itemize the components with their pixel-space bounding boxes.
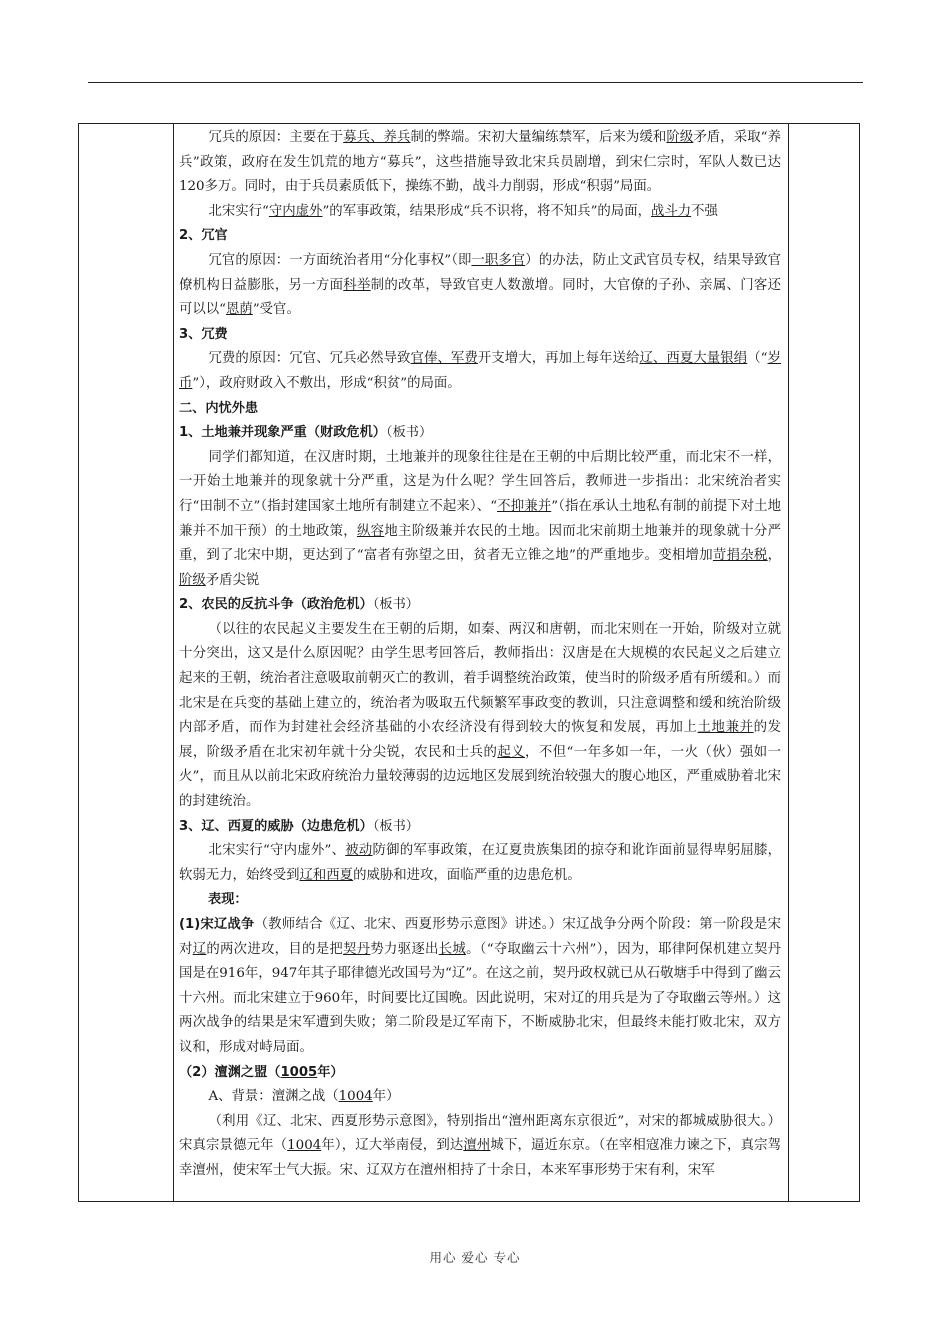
heading-chanyuan-treaty: （2）澶渊之盟（1005年） bbox=[179, 1064, 344, 1080]
paragraph-redundant-officials: 冗官的原因：一方面统治者用“分化事权”（即一职多官）的办法，防止文武官员专权，结果导致官僚机构日益膨胀，另一方面科举制的改革，导致官吏人数激增。同时，大官僚的子孙、亲属、门客还可以以“恩荫”受官。 bbox=[179, 252, 782, 318]
heading-land-annexation: 1、土地兼并现象严重（财政危机）（板书） bbox=[179, 425, 433, 441]
column-divider-left bbox=[173, 124, 174, 1201]
lesson-table bbox=[78, 123, 860, 1202]
paragraph-redundant-expenses: 冗费的原因：冗官、冗兵必然导致官俸、军费开支增大，再加上每年送给辽、西夏大量银绢（“岁币”），政府财政入不敷出，形成“积贫”的局面。 bbox=[179, 351, 782, 391]
paragraph-chanyuan-battle: （利用《辽、北宋、西夏形势示意图》，特别指出“澶州距离东京很近”，对宋的都城威胁很大。）宋真宗景德元年（1004年），辽大举南侵，到达澶州城下，逼近东京。（在宰相寇准力谏之下，真宗驾幸澶州，使宋军士气大振。宋、辽双方在澶州相持了十余日，本来军事形势于宋有利，宋军 bbox=[179, 1113, 782, 1178]
heading-redundant-officials: 2、冗官 bbox=[179, 228, 228, 244]
paragraph-song-liao-war: (1)宋辽战争（教师结合《辽、北宋、西夏形势示意图》讲述。）宋辽战争分两个阶段：第一阶段是宋对辽的两次进攻，目的是把契丹势力驱逐出长城。（“夺取幽云十六州”），因为，耶律阿保机建立契丹国是在916年，947年其子耶律德光改国号为“辽”。在这之前，契丹政权就已从石敬塘手中得到了幽云十六州。而北宋建立于960年，时间要比辽国晚。因此说明，宋对辽的用兵是为了夺取幽云等州。）这两次战争的结果是宋军遭到失败；第二阶段是辽军南下，不断威胁北宋，但最终未能打败北宋，双方议和，形成对峙局面。 bbox=[179, 917, 782, 1055]
header-rule bbox=[88, 82, 863, 83]
page-footer: 用心 爱心 专心 bbox=[429, 1250, 521, 1265]
paragraph-land-annexation: 同学们都知道，在汉唐时期，土地兼并的现象往往是在王朝的中后期比较严重，而北宋不一样，一开始土地兼并的现象就十分严重，这是为什么呢？学生回答后，教师进一步指出：北宋统治者实行“田制不立”（指封建国家土地所有制建立不起来）、“不抑兼并”（指在承认土地私有制的前提下对土地兼并不加干预）的土地政策，纵容地主阶级兼并农民的土地。因而北宋前期土地兼并的现象就十分严重，到了北宋中期，更达到了“富者有弥望之田，贫者无立锥之地”的严重地步。变相增加苛捐杂税，阶级矛盾尖锐 bbox=[179, 449, 782, 588]
paragraph-liao-xixia-threat: 北宋实行“守内虚外”、被动防御的军事政策，在辽夏贵族集团的掠夺和讹诈面前显得卑躬屈膝，软弱无力，始终受到辽和西夏的威胁和进攻，面临严重的边患危机。 bbox=[179, 843, 781, 883]
heading-manifestation: 表现： bbox=[208, 892, 248, 908]
paragraph-chanyuan-background: A、背景：澶渊之战（1004年） bbox=[208, 1089, 400, 1105]
heading-internal-external-troubles: 二、内忧外患 bbox=[179, 400, 259, 416]
paragraph-redundant-soldiers: 冗兵的原因：主要在于募兵、养兵制的弊端。宋初大量编练禁军，后来为缓和阶级矛盾，采取“养兵”政策，政府在发生饥荒的地方“募兵”，这些措施导致北宋兵员剧增，到宋仁宗时，军队人数已达120多万。同时，由于兵员素质低下，操练不勤，战斗力削弱，形成“积弱”局面。 bbox=[179, 130, 781, 195]
heading-peasant-struggle: 2、农民的反抗斗争（政治危机）（板书） bbox=[179, 597, 419, 613]
lesson-content bbox=[179, 126, 781, 1184]
column-divider-right bbox=[788, 124, 789, 1201]
heading-redundant-expenses: 3、冗费 bbox=[179, 326, 228, 342]
paragraph-military-policy: 北宋实行“守内虚外”的军事政策，结果形成“兵不识将，将不知兵”的局面，战斗力不强 bbox=[208, 203, 718, 219]
paragraph-peasant-struggle: （以往的农民起义主要发生在王朝的后期，如秦、两汉和唐朝，而北宋则在一开始，阶级对立就十分突出，这又是什么原因呢？由学生思考回答后，教师指出：汉唐是在大规模的农民起义之后建立起来的王朝，统治者注意吸取前朝灭亡的教训，着手调整统治政策，使当时的阶级矛盾有所缓和。）而北宋是在兵变的基础上建立的，统治者为吸取五代频繁军事政变的教训，只注意调整和缓和统治阶级内部矛盾，而作为封建社会经济基础的小农经济没有得到较大的恢复和发展，再加上土地兼并的发展，阶级矛盾在北宋初年就十分尖锐，农民和士兵的起义，不但“一年多如一年，一火（伙）强如一火”，而且从以前北宋政府统治力量较薄弱的边远地区发展到统治较强大的腹心地区，严重威胁着北宋的封建统治。 bbox=[179, 621, 782, 810]
heading-liao-xixia-threat: 3、辽、西夏的威胁（边患危机）（板书） bbox=[179, 818, 419, 834]
